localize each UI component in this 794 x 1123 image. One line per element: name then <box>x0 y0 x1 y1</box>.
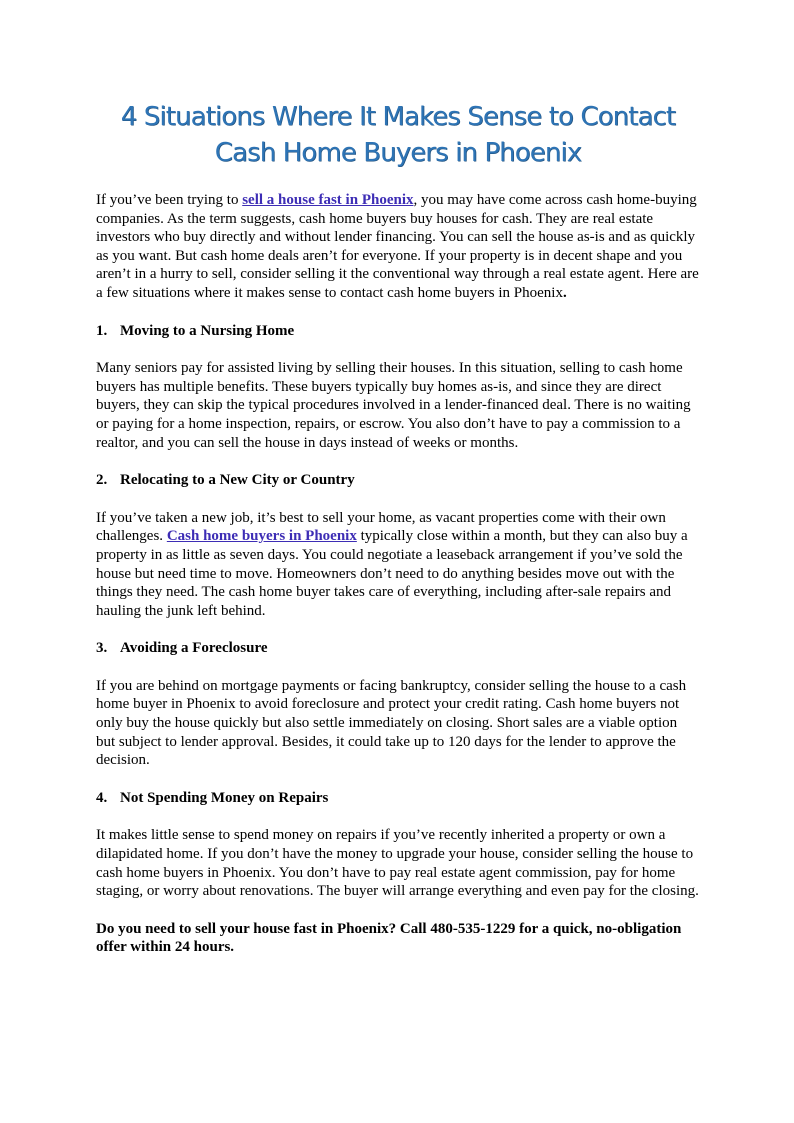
cash-home-buyers-link[interactable]: Cash home buyers in Phoenix <box>166 528 357 545</box>
section-body-2 <box>96 509 700 621</box>
section-number-3: 3. <box>96 640 108 657</box>
intro-text-after-link: , you may have come across cash home-buying companies. As the term suggests, cash home buyers buy houses for cash. They are real estate investors who buy directly and without lender financing. You can sell the house as-is and as quickly as you want. But cash home deals aren’t for everyone. If your property is in decent shape and you aren’t in a hurry to sell, consider selling it the conventional way through a real estate agent. Here are a few situations where it makes sense to contact cash home buyers in Phoenix <box>96 192 699 301</box>
section-title-4: Not Spending Money on Repairs <box>120 789 329 806</box>
section-heading-3 <box>96 639 700 658</box>
page-title <box>96 99 700 171</box>
title-line-2: Cash Home Buyers in Phoenix <box>214 138 582 168</box>
section-body-3: If you are behind on mortgage payments or facing bankruptcy, consider selling the house to a cash home buyer in Phoenix to avoid foreclosure and protect your credit rating. Cash home buyers not only buy the house quickly but also settle immediately on closing. Short sales are a viable option but subject to lender approval. Besides, it could take up to 120 days for the lender to approve the decision. <box>96 677 687 769</box>
section-body-1: Many seniors pay for assisted living by selling their houses. In this situation, selling to cash home buyers has multiple benefits. These buyers typically buy homes as-is, and since they are direct buyers, they can skip the typical procedures involved in a lender-financed deal. There is no waiting or paying for a home inspection, repairs, or escrow. You also don’t have to pay a commission to a realtor, and you can sell the house in days instead of weeks or months. <box>96 360 691 451</box>
section-heading-2 <box>96 471 700 490</box>
sell-house-fast-link[interactable]: sell a house fast in Phoenix <box>242 192 414 208</box>
section-body-2-after-link: typically close within a month, but they can also buy a property in as little as seven days. You could negotiate a leaseback arrangement if you’ve sold the house but need time to move. Homeowners don’t need to do anything besides move out with the things they need. The cash home buyer takes care of everything, including after-sale repairs and hauling the junk left behind. <box>96 528 688 619</box>
section-number-4: 4. <box>96 789 108 806</box>
section-body-2-before-link: If you’ve taken a new job, it’s best to sell your home, as vacant properties come with their own challenges. <box>96 509 666 545</box>
call-to-action: Do you need to sell your house fast in Phoenix? Call 480-535-1229 for a quick, no-obligation offer within 24 hours. <box>96 920 682 956</box>
intro-text-before-link: If you’ve been trying to <box>96 192 243 208</box>
document-page <box>96 96 700 957</box>
section-title-1: Moving to a Nursing Home <box>120 322 295 339</box>
section-heading-4 <box>96 789 700 808</box>
section-heading-1 <box>96 322 700 341</box>
section-title-3: Avoiding a Foreclosure <box>120 640 268 657</box>
title-line-1: 4 Situations Where It Makes Sense to Contact <box>120 102 676 132</box>
section-number-1: 1. <box>96 322 108 339</box>
intro-end-period: . <box>562 284 567 301</box>
section-number-2: 2. <box>96 472 108 489</box>
section-title-2: Relocating to a New City or Country <box>120 472 355 489</box>
title-block <box>96 96 700 171</box>
intro-paragraph <box>96 191 700 303</box>
section-body-4: It makes little sense to spend money on repairs if you’ve recently inherited a property or own a dilapidated home. If you don’t have the money to upgrade your house, consider selling the house to cash home buyers in Phoenix. You don’t have to pay real estate agent commission, pay for home staging, or worry about renovations. The buyer will arrange everything and even pay for the closing. <box>96 827 699 900</box>
